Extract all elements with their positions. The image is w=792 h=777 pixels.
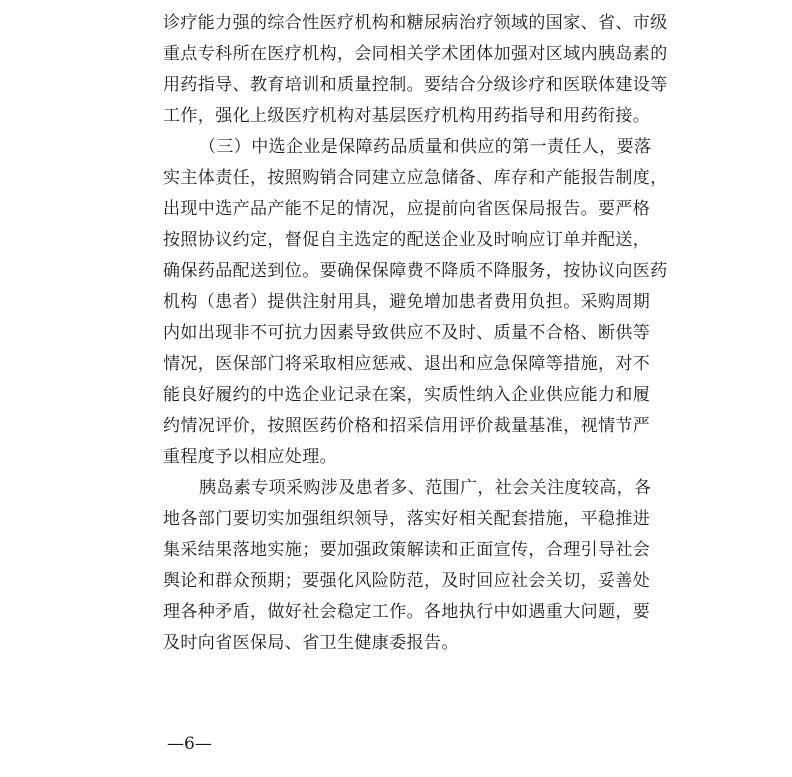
text-line: 出现中选产品产能不足的情况，应提前向省医保局报告。要严格 [163, 199, 651, 219]
text-line: 重点专科所在医疗机构，会同相关学术团体加强对区域内胰岛素的 [163, 44, 668, 64]
text-line: 工作，强化上级医疗机构对基层医疗机构用药指导和用药衔接。 [163, 106, 651, 126]
paragraph-3 [163, 473, 652, 659]
text-line: 用药指导、教育培训和质量控制。要结合分级诊疗和医联体建设等 [163, 75, 668, 95]
text-line: 机构（患者）提供注射用具，避免增加患者费用负担。采购周期 [163, 292, 651, 312]
paragraph-1 [163, 8, 668, 132]
text-line: 确保药品配送到位。要确保保障费不降质不降服务，按协议向医药 [163, 261, 668, 281]
text-line: 诊疗能力强的综合性医疗机构和糖尿病治疗领域的国家、省、市级 [163, 13, 668, 33]
text-line: （三）中选企业是保障药品质量和供应的第一责任人，要落 [199, 137, 652, 157]
text-line: 实主体责任，按照购销合同建立应急储备、库存和产能报告制度， [163, 168, 668, 188]
text-line: 约情况评价，按照医药价格和招采信用评价裁量基准，视情节严 [163, 416, 651, 436]
paragraph-2 [163, 132, 668, 473]
text-line: 内如出现非不可抗力因素导致供应不及时、质量不合格、断供等 [163, 323, 651, 343]
text-line: 情况，医保部门将采取相应惩戒、退出和应急保障等措施，对不 [163, 354, 651, 374]
text-line: 集采结果落地实施；要加强政策解读和正面宣传，合理引导社会 [163, 540, 651, 560]
text-line: 舆论和群众预期；要强化风险防范，及时回应社会关切，妥善处 [163, 571, 651, 591]
text-line: 重程度予以相应处理。 [163, 447, 337, 467]
text-line: 能良好履约的中选企业记录在案，实质性纳入企业供应能力和履 [163, 385, 651, 405]
body-text [163, 8, 668, 659]
page-number: —6— [167, 734, 212, 754]
text-line: 理各种矛盾，做好社会稳定工作。各地执行中如遇重大问题，要 [163, 602, 651, 622]
text-line: 及时向省医保局、省卫生健康委报告。 [163, 633, 459, 653]
text-line: 地各部门要切实加强组织领导，落实好相关配套措施，平稳推进 [163, 509, 651, 529]
text-line: 按照协议约定，督促自主选定的配送企业及时响应订单并配送， [163, 230, 651, 250]
text-line: 胰岛素专项采购涉及患者多、范围广，社会关注度较高，各 [199, 478, 652, 498]
